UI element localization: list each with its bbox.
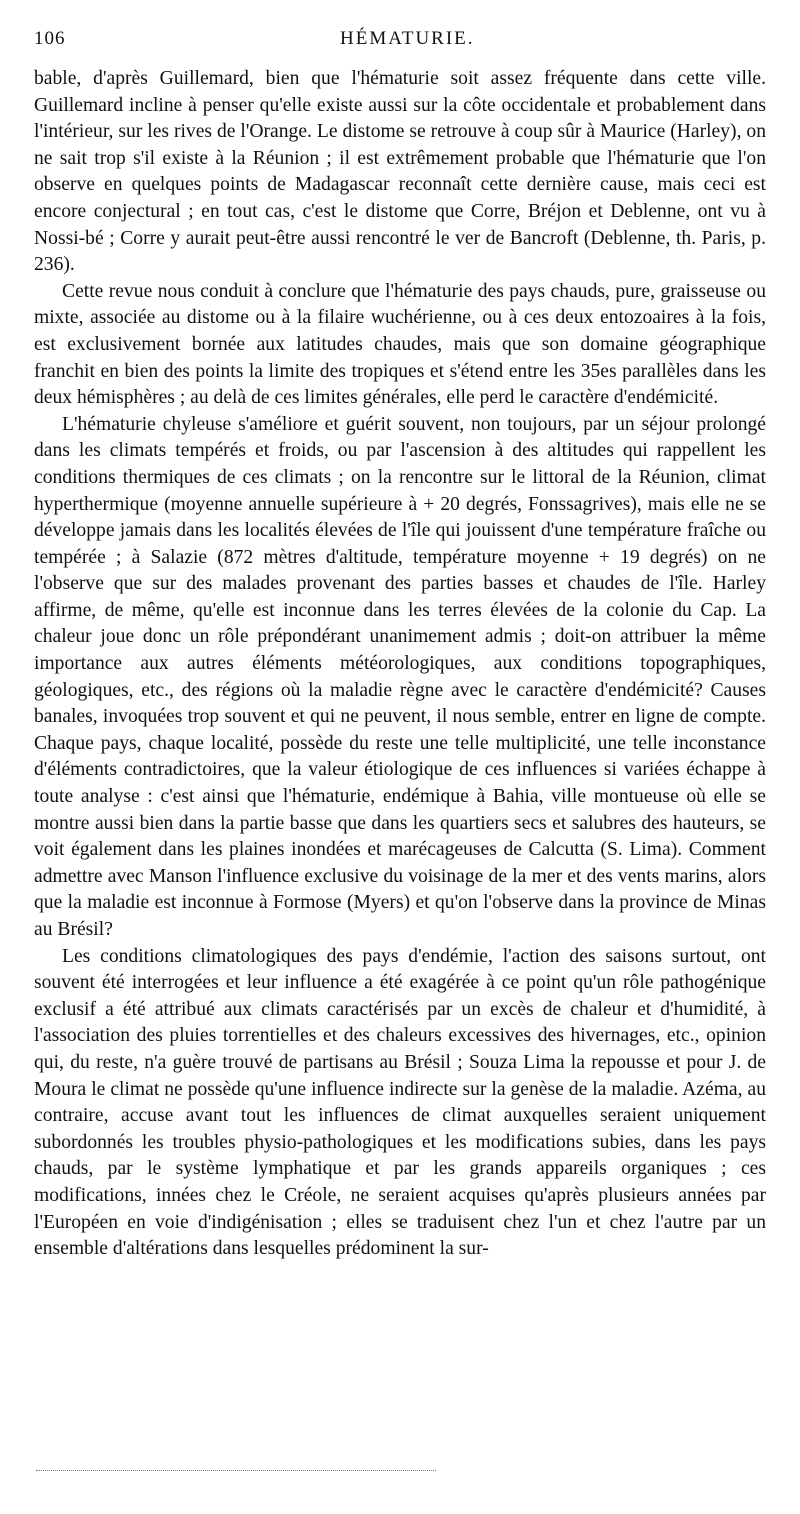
page-header [34, 28, 766, 58]
body-text [34, 66, 766, 1263]
paragraph-climatological-conditions: Les conditions climatologiques des pays d'endémie, l'action des saisons surtout, ont souvent été interrogées et leur influence a été exagérée à ce point qu'un rôle pathogénique exclusif a été attribué aux climats caractérisés par un excès de chaleur et d'humidité, à l'association des pluies torrentielles et des chaleurs excessives des hivernages, etc., opinion qui, du reste, n'a guère trouvé de partisans au Brésil ; Souza Lima la repousse et pour J. de Moura le climat ne possède qu'une influence indirecte sur la genèse de la maladie. Azéma, au contraire, accuse avant tout les influences de climat auxquelles seraient uniquement subordonnés les troubles physio-pathologiques et les modifications subies, dans les pays chauds, par le système lymphatique et par les grands appareils organiques ; ces modifications, innées chez le Créole, ne seraient acquises qu'après plusieurs années par l'Européen en voie d'indigénisation ; elles se traduisent chez l'un et chez l'autre par un ensemble d'altérations dans lesquelles prédominent la sur- [34, 945, 766, 1260]
paragraph-climate-altitude: L'hématurie chyleuse s'améliore et guérit souvent, non toujours, par un séjour prolongé dans les climats tempérés et froids, ou par l'ascension à des altitudes qui rappellent les conditions thermiques de ces climats ; on la rencontre sur le littoral de la Réunion, climat hyperthermique (moyenne annuelle supérieure à + 20 degrés, Fonssagrives), mais elle ne se développe jamais dans les localités élevées de l'île qui jouissent d'une température fraîche ou tempérée ; à Salazie (872 mètres d'altitude, température moyenne + 19 degrés) on ne l'observe que sur des malades provenant des parties basses et chaudes de l'île. Harley affirme, de même, qu'elle est inconnue dans les terres élevées de la colonie du Cap. La chaleur joue donc un rôle prépondérant unanimement admis ; doit-on attribuer la même importance aux autres éléments météorologiques, aux conditions topographiques, géologiques, etc., des régions où la maladie règne avec le caractère d'endémicité? Causes banales, invoquées trop souvent et qui ne peuvent, il nous semble, entrer en ligne de compte. Chaque pays, chaque localité, possède du reste une telle multiplicité, une telle inconstance d'éléments contradictoires, que la valeur étiologique de ces influences si variées échappe à toute analyse : c'est ainsi que l'hématurie, endémique à Bahia, ville montueuse où elle se montre aussi bien dans la partie basse que dans les quartiers secs et salubres des hauteurs, se voit également dans les plaines inondées et marécageuses de Calcutta (S. Lima). Comment admettre avec Manson l'influence exclusive du voisinage de la mer et des vents marins, alors que la maladie est inconnue à Formose (Myers) et qu'on l'observe dans la province de Minas au Brésil? [34, 413, 766, 940]
paragraph-geographic-distribution: Cette revue nous conduit à conclure que l'hématurie des pays chauds, pure, graisseuse ou mixte, associée au distome ou à la filaire wuchérienne, ou à ces deux entozoaires à la fois, est exclusivement bornée aux latitudes chaudes, mais que son domaine géographique franchit en bien des points la limite des tropiques et s'étend entre les 35es parallèles dans les deux hémisphères ; au delà de ces limites générales, elle perd le caractère d'endémicité. [34, 280, 766, 409]
footer-dotted-rule [36, 1470, 436, 1471]
page-number: 106 [34, 28, 66, 49]
paragraph-continuation: bable, d'après Guillemard, bien que l'hématurie soit assez fréquente dans cette ville. Guillemard incline à penser qu'elle existe aussi sur la côte occidentale et probablement dans l'intérieur, sur les rives de l'Orange. Le distome se retrouve à coup sûr à Maurice (Harley), on ne sait trop s'il existe à la Réunion ; il est extrêmement probable que l'hématurie que l'on observe en quelques points de Madagascar reconnaît cette dernière cause, mais ceci est encore conjectural ; en tout cas, c'est le distome que Corre, Bréjon et Deblenne, ont vu à Nossi-bé ; Corre y aurait peut-être aussi rencontré le ver de Bancroft (Deblenne, th. Paris, p. 236). [34, 68, 766, 276]
running-title: HÉMATURIE. [340, 28, 475, 49]
book-page [34, 28, 766, 1263]
